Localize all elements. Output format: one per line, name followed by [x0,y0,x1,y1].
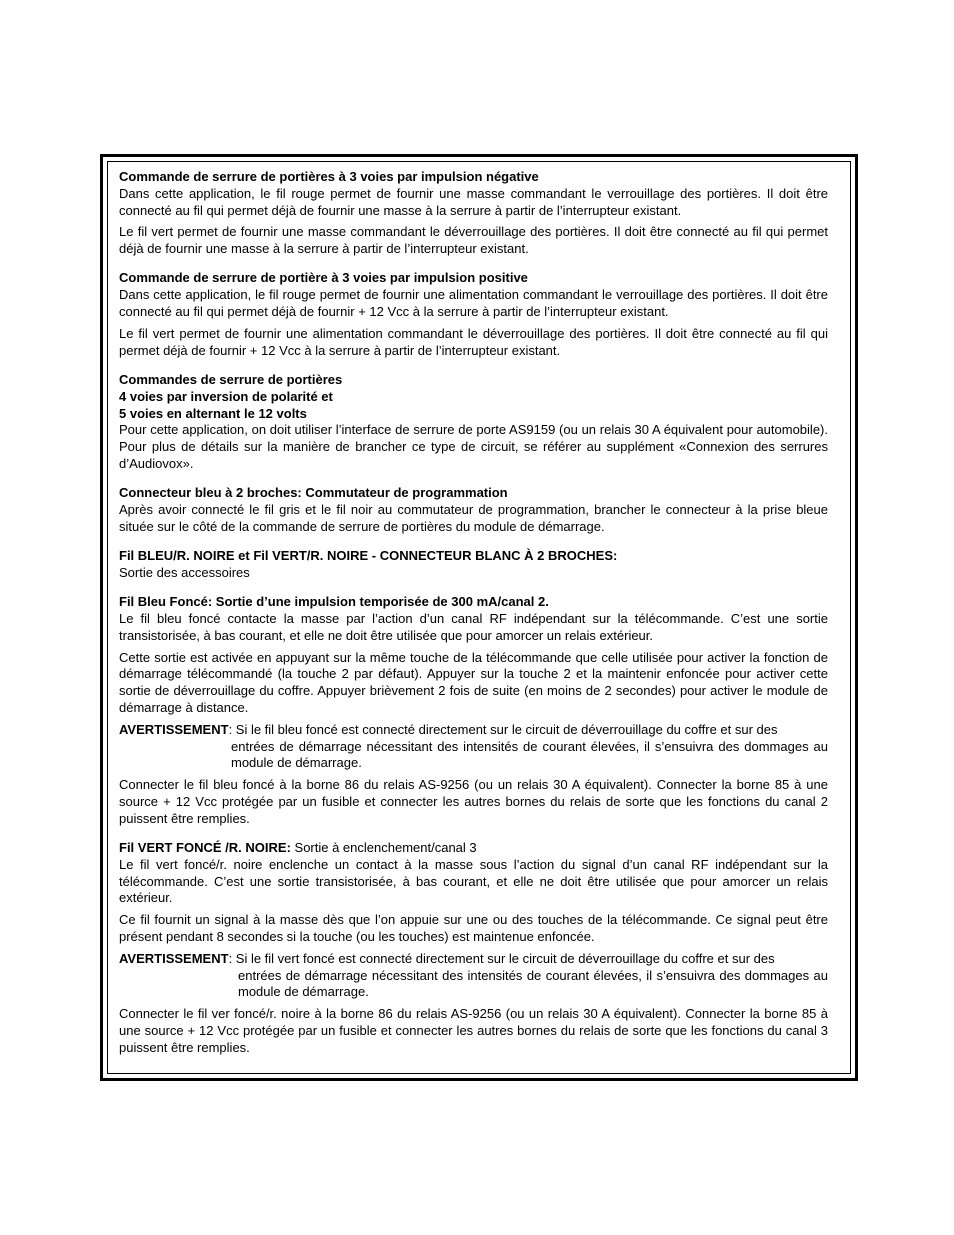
warning-label: AVERTISSEMENT [119,950,229,966]
section-heading: Connecteur bleu à 2 broches: Commutateur de programmation [119,485,508,501]
paragraph: Sortie des accessoires [119,564,250,580]
warning-block [119,722,828,772]
section-heading: Commande de serrure de portières à 3 voies par impulsion négative [119,169,539,184]
warning-text-rest: entrées de démarrage nécessitant des intensités de courant élevées, il s’ensuivra des dommages au module de démarrage. [238,967,828,1000]
section-heading: Fil Bleu Foncé: Sortie d’une impulsion temporisée de 300 mA/canal 2. [119,594,549,610]
paragraph: Cette sortie est activée en appuyant sur la même touche de la télécommande que celle utilisée pour activer la fonction de démarrage télécommandé (la touche 2 par défaut). Appuyer sur la touche 2 et la maintenir enfoncée pour activer cette sortie de déverrouillage du coffre. Appuyer brièvement 2 fois de suite (en moins de 2 secondes) pour activer le module de démarrage à distance. [119,649,828,716]
paragraph: Ce fil fournit un signal à la masse dès que l’on appuie sur une ou des touches de la télécommande. Ce signal peut être présent pendant 8 secondes si la touche (ou les touches) est maintenue enfoncée. [119,912,828,945]
paragraph: Après avoir connecté le fil gris et le fil noir au commutateur de programmation, brancher le connecteur à la prise bleue située sur le côté de la commande de serrure de portières du module de démarrage. [119,502,828,534]
section-polarity-inversion [119,372,828,473]
section-heading: Commande de serrure de portière à 3 voies par impulsion positive [119,270,528,286]
section-negative-pulse [119,169,828,258]
section-heading-line: 4 voies par inversion de polarité et [119,388,333,404]
paragraph: Le fil vert permet de fournir une alimentation commandant le déverrouillage des portières. Il doit être connecté au fil qui permet déjà de fournir + 12 Vcc à la serrure à partir de l’interrupteur existant. [119,325,828,358]
paragraph: Le fil vert foncé/r. noire enclenche un contact à la masse sous l’action du signal d’un canal RF indépendant sur la télécommande. C’est une sortie transistorisée, à bas courant, et elle ne doit être utilisée que pour amorcer un relais extérieur. [119,856,828,906]
section-programming-connector [119,485,828,535]
warning-text-first: : Si le fil vert foncé est connecté directement sur le circuit de déverrouillage du coffre et sur des [228,950,775,966]
paragraph: Dans cette application, le fil rouge permet de fournir une masse commandant le verrouillage des portières. Il doit être connecté au fil qui permet déjà de fournir une masse à la serrure à partir de l’interrupteur existant. [119,185,828,218]
paragraph: Dans cette application, le fil rouge permet de fournir une alimentation commandant le verrouillage des portières. Il doit être connecté au fil qui permet déjà de fournir + 12 Vcc à la serrure à partir de l’interrupteur existant. [119,287,828,320]
paragraph: Le fil vert permet de fournir une masse commandant le déverrouillage des portières. Il doit être connecté au fil qui permet déjà de fournir une masse à la serrure à partir de l’interrupteur existant. [119,224,828,257]
section-heading [119,840,828,857]
section-heading-line: Commandes de serrure de portières [119,371,343,387]
section-positive-pulse [119,270,828,359]
section-heading-bold: Fil VERT FONCÉ /R. NOIRE: [119,840,291,856]
paragraph: Connecter le fil bleu foncé à la borne 86 du relais AS-9256 (ou un relais 30 A équivalent). Connecter la borne 85 à une source + 12 Vcc protégée par un fusible et connecter les autres bornes du relais de sorte que les fonctions du canal 2 puissent être remplies. [119,777,828,826]
warning-text-rest: entrées de démarrage nécessitant des intensités de courant élevées, il s’ensuivra des dommages au module de démarrage. [231,738,828,771]
section-heading: Fil BLEU/R. NOIRE et Fil VERT/R. NOIRE - CONNECTEUR BLANC À 2 BROCHES: [119,548,618,564]
document-content [119,169,828,1057]
paragraph: Pour cette application, on doit utiliser l’interface de serrure de porte AS9159 (ou un relais 30 A équivalent pour automobile). Pour plus de détails sur la manière de brancher ce type de circuit, se référer au supplément «Connexion des serrures d’Audiovox». [119,422,828,471]
section-accessory-output [119,548,828,582]
section-dark-blue-wire [119,594,828,827]
section-heading-rest: Sortie à enclenchement/canal 3 [290,840,477,856]
paragraph: Le fil bleu foncé contacte la masse par l’action d’un canal RF indépendant sur la télécommande. C’est une sortie transistorisée, à bas courant, et elle ne doit être utilisée que pour amorcer un relais extérieur. [119,611,828,643]
warning-block [119,951,828,1001]
section-heading-line: 5 voies en alternant le 12 volts [119,405,307,421]
warning-text-first: : Si le fil bleu foncé est connecté directement sur le circuit de déverrouillage du coffre et sur des [228,721,778,737]
section-dark-green-wire [119,840,828,1057]
warning-label: AVERTISSEMENT [119,721,229,737]
paragraph: Connecter le fil ver foncé/r. noire à la borne 86 du relais AS-9256 (ou un relais 30 A équivalent). Connecter la borne 85 à une source + 12 Vcc protégée par un fusible et connecter les autres bornes du relais de sorte que les fonctions du canal 3 puissent être remplies. [119,1006,828,1055]
